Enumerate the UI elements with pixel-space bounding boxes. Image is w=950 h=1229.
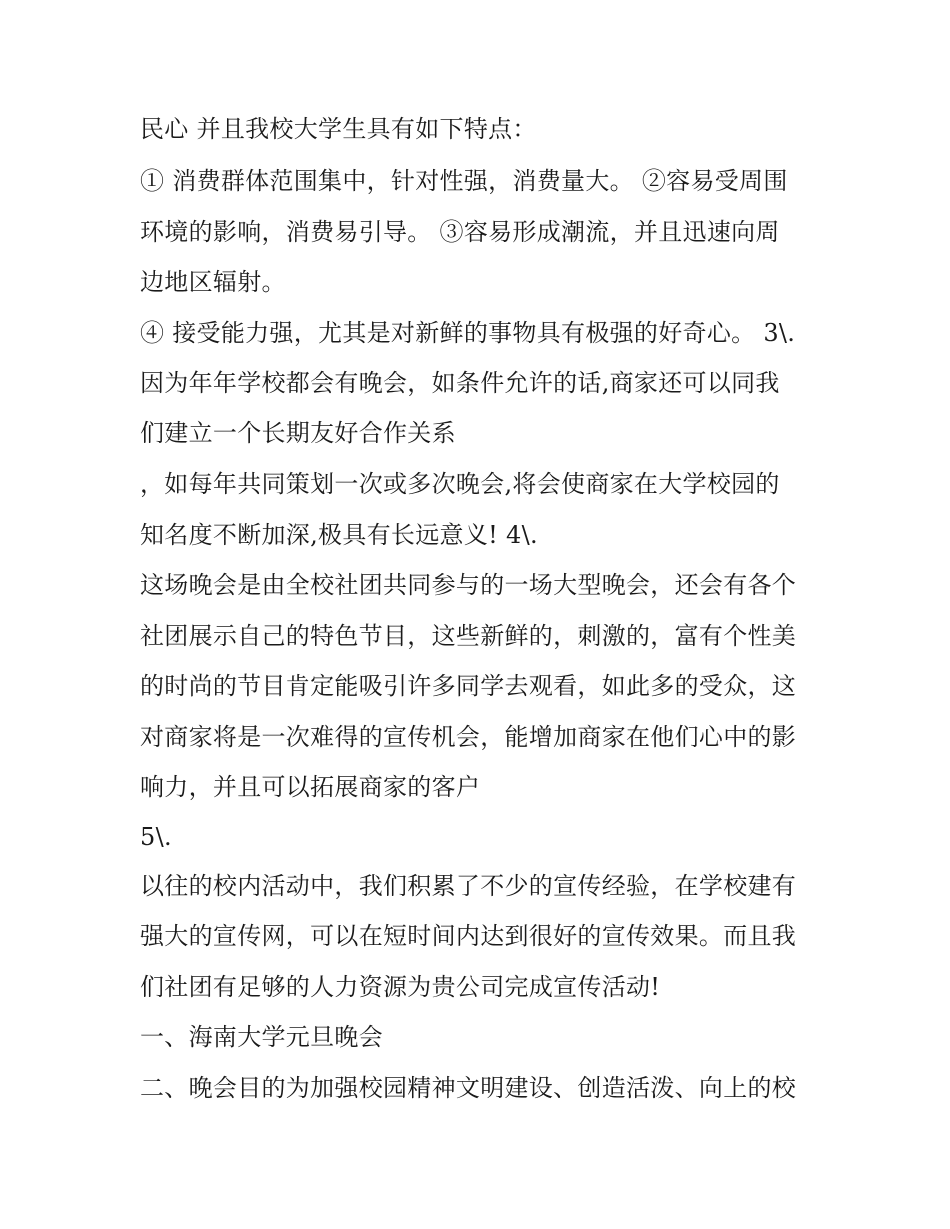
text-line: 边地区辐射。 <box>140 268 286 296</box>
text-line: 环境的影响，消费易引导。 ③容易形成潮流，并且迅速向周 <box>140 218 780 246</box>
text-line: 的时尚的节目肯定能吸引许多同学去观看，如此多的受众，这 <box>140 672 797 700</box>
text-line: 这场晚会是由全校社团共同参与的一场大型晚会，还会有各个 <box>140 571 797 599</box>
text-line: 对商家将是一次难得的宣传机会，能增加商家在他们心中的影 <box>140 723 797 751</box>
text-line: 响力，并且可以拓展商家的客户 <box>140 773 481 801</box>
text-line: ④ 接受能力强，尤其是对新鲜的事物具有极强的好奇心。 3\. <box>140 319 796 347</box>
text-line: 们建立一个长期友好合作关系 <box>140 419 456 447</box>
text-line: 们社团有足够的人力资源为贵公司完成宣传活动! <box>140 973 661 1001</box>
text-line: 社团展示自己的特色节目，这些新鲜的，刺激的，富有个性美 <box>140 622 797 650</box>
text-line: 一、海南大学元旦晚会 <box>140 1023 383 1051</box>
text-line: 二、晚会目的为加强校园精神文明建设、创造活泼、向上的校 <box>140 1074 797 1102</box>
text-line: 强大的宣传网，可以在短时间内达到很好的宣传效果。而且我 <box>140 922 797 950</box>
text-line: ，如每年共同策划一次或多次晚会,将会使商家在大学校园的 <box>140 470 780 498</box>
text-line: 以往的校内活动中，我们积累了不少的宣传经验，在学校建有 <box>140 872 797 900</box>
text-line: 因为年年学校都会有晚会，如条件允许的话,商家还可以同我 <box>140 369 780 397</box>
text-line: ① 消费群体范围集中，针对性强，消费量大。 ②容易受周围 <box>140 167 788 195</box>
text-line: 民心 并且我校大学生具有如下特点： <box>140 115 537 143</box>
text-line: 知名度不断加深,极具有长远意义! 4\. <box>140 521 538 549</box>
text-line: 5\. <box>140 823 172 851</box>
